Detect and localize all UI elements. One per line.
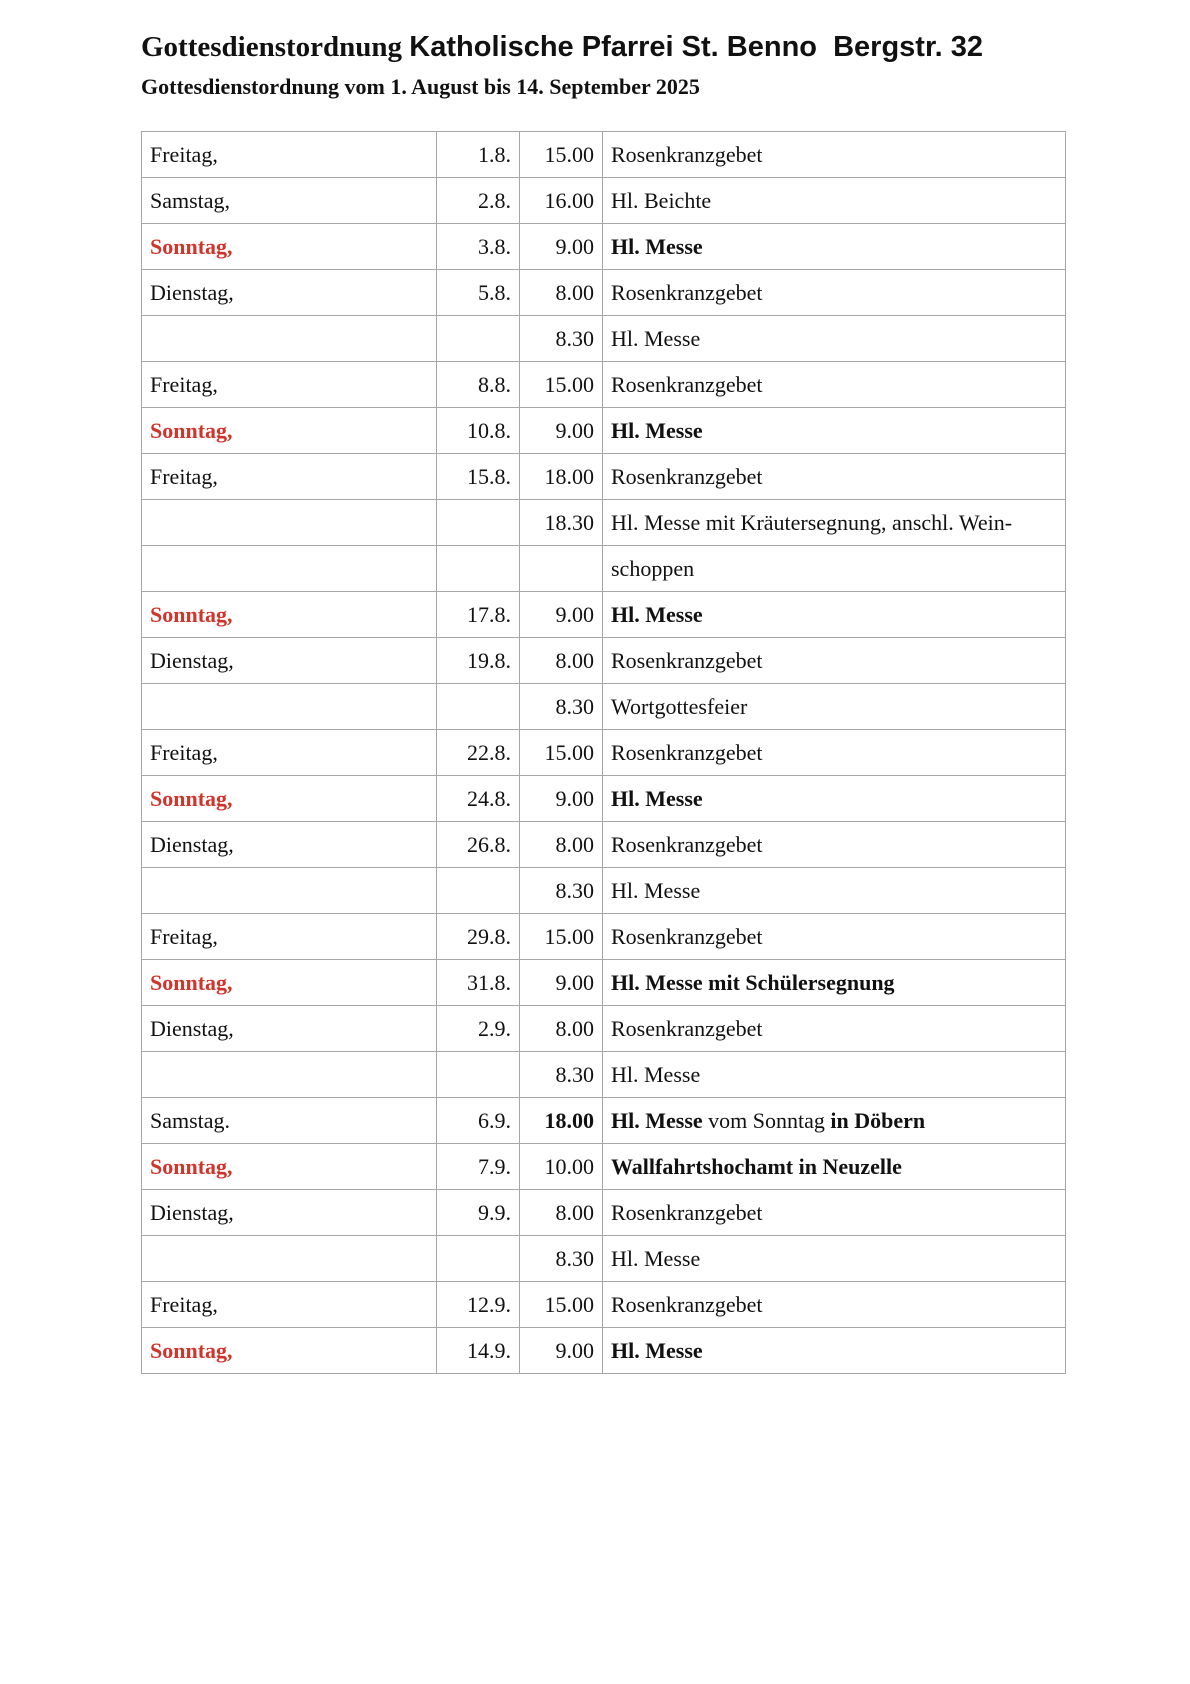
time-cell: 18.30: [520, 500, 603, 546]
event-text: schoppen: [611, 555, 695, 581]
event-text: Rosenkranzgebet: [611, 923, 763, 949]
date-cell: 17.8.: [437, 592, 520, 638]
event-text: Hl. Messe: [611, 1061, 701, 1087]
table-row: [142, 1190, 1066, 1236]
day-cell: Dienstag,: [142, 822, 437, 868]
time-cell: 8.00: [520, 1190, 603, 1236]
date-cell: 14.9.: [437, 1328, 520, 1374]
day-cell: Freitag,: [142, 1282, 437, 1328]
event-cell: [603, 776, 1066, 822]
table-row: [142, 776, 1066, 822]
day-cell: Freitag,: [142, 914, 437, 960]
table-row: [142, 454, 1066, 500]
time-cell: 8.30: [520, 1052, 603, 1098]
time-cell: 15.00: [520, 1282, 603, 1328]
event-cell: [603, 1236, 1066, 1282]
date-cell: 9.9.: [437, 1190, 520, 1236]
time-cell: 8.30: [520, 1236, 603, 1282]
day-cell: Dienstag,: [142, 1006, 437, 1052]
table-row: [142, 224, 1066, 270]
schedule-table-body: [142, 132, 1066, 1374]
event-cell: [603, 500, 1066, 546]
table-row: [142, 730, 1066, 776]
day-cell: Freitag,: [142, 132, 437, 178]
event-text: Hl. Messe: [611, 601, 703, 627]
event-cell: [603, 270, 1066, 316]
table-row: [142, 270, 1066, 316]
time-cell: 9.00: [520, 408, 603, 454]
event-text: Wortgottesfeier: [611, 693, 748, 719]
date-cell: 19.8.: [437, 638, 520, 684]
event-text: Rosenkranzgebet: [611, 1015, 763, 1041]
event-text: Rosenkranzgebet: [611, 647, 763, 673]
time-cell: 10.00: [520, 1144, 603, 1190]
table-row: [142, 178, 1066, 224]
event-text: Rosenkranzgebet: [611, 1291, 763, 1317]
page-title: [141, 30, 983, 64]
event-text: Hl. Messe: [611, 1245, 701, 1271]
day-cell: Sonntag,: [142, 1144, 437, 1190]
event-text: Hl. Messe mit Schülersegnung: [611, 969, 895, 995]
event-cell: [603, 362, 1066, 408]
time-cell: 18.00: [520, 1098, 603, 1144]
event-cell: [603, 868, 1066, 914]
time-cell: 9.00: [520, 1328, 603, 1374]
time-cell: 8.30: [520, 684, 603, 730]
schedule-table: [141, 131, 1066, 1374]
time-cell: 8.30: [520, 316, 603, 362]
table-row: [142, 1006, 1066, 1052]
page-subtitle: Gottesdienstordnung vom 1. August bis 14. September 2025: [141, 74, 700, 99]
table-row: [142, 1144, 1066, 1190]
event-text: Hl. Beichte: [611, 187, 712, 213]
event-text: Rosenkranzgebet: [611, 371, 763, 397]
time-cell: 15.00: [520, 914, 603, 960]
time-cell: 8.30: [520, 868, 603, 914]
day-cell: Dienstag,: [142, 1190, 437, 1236]
table-row: [142, 500, 1066, 546]
event-cell: [603, 592, 1066, 638]
table-row: [142, 914, 1066, 960]
table-row: [142, 546, 1066, 592]
date-cell: 8.8.: [437, 362, 520, 408]
day-cell: Sonntag,: [142, 592, 437, 638]
event-text: in Döbern: [830, 1107, 926, 1133]
event-cell: [603, 1098, 1066, 1144]
date-cell: 12.9.: [437, 1282, 520, 1328]
date-cell: 2.9.: [437, 1006, 520, 1052]
event-cell: [603, 1328, 1066, 1374]
event-text: Hl. Messe: [611, 1337, 703, 1363]
time-cell: 9.00: [520, 776, 603, 822]
event-text: Rosenkranzgebet: [611, 141, 763, 167]
date-cell: 6.9.: [437, 1098, 520, 1144]
date-cell: 15.8.: [437, 454, 520, 500]
event-cell: [603, 178, 1066, 224]
event-cell: [603, 408, 1066, 454]
date-cell: 2.8.: [437, 178, 520, 224]
date-cell: 24.8.: [437, 776, 520, 822]
day-cell: Sonntag,: [142, 1328, 437, 1374]
day-cell: Samstag.: [142, 1098, 437, 1144]
event-text: Hl. Messe: [611, 877, 701, 903]
time-cell: 8.00: [520, 822, 603, 868]
event-cell: [603, 638, 1066, 684]
event-cell: [603, 684, 1066, 730]
date-cell: [437, 1052, 520, 1098]
event-text: Rosenkranzgebet: [611, 831, 763, 857]
day-cell: Sonntag,: [142, 408, 437, 454]
event-cell: [603, 316, 1066, 362]
time-cell: 9.00: [520, 224, 603, 270]
date-cell: [437, 1236, 520, 1282]
day-cell: Sonntag,: [142, 776, 437, 822]
event-text: Hl. Messe: [611, 325, 701, 351]
date-cell: 10.8.: [437, 408, 520, 454]
page-title-part2: Katholische Pfarrei St. Benno Bergstr. 32: [409, 31, 984, 63]
event-cell: [603, 1190, 1066, 1236]
date-cell: [437, 500, 520, 546]
date-cell: 26.8.: [437, 822, 520, 868]
time-cell: 15.00: [520, 730, 603, 776]
event-text: Hl. Messe: [611, 1107, 703, 1133]
day-cell: Freitag,: [142, 454, 437, 500]
table-row: [142, 132, 1066, 178]
table-row: [142, 1236, 1066, 1282]
event-text: Hl. Messe: [611, 417, 703, 443]
day-cell: Sonntag,: [142, 224, 437, 270]
time-cell: 15.00: [520, 362, 603, 408]
event-cell: [603, 1006, 1066, 1052]
event-cell: [603, 132, 1066, 178]
date-cell: 29.8.: [437, 914, 520, 960]
day-cell: [142, 684, 437, 730]
event-text: Rosenkranzgebet: [611, 1199, 763, 1225]
day-cell: Freitag,: [142, 730, 437, 776]
event-cell: [603, 454, 1066, 500]
table-row: [142, 1052, 1066, 1098]
table-row: [142, 868, 1066, 914]
day-cell: [142, 500, 437, 546]
date-cell: 31.8.: [437, 960, 520, 1006]
event-text: Wallfahrtshochamt in Neuzelle: [611, 1153, 902, 1179]
event-cell: [603, 224, 1066, 270]
event-cell: [603, 1052, 1066, 1098]
event-text: vom Sonntag: [702, 1107, 831, 1133]
event-cell: [603, 730, 1066, 776]
date-cell: [437, 684, 520, 730]
event-cell: [603, 960, 1066, 1006]
date-cell: 1.8.: [437, 132, 520, 178]
event-cell: [603, 914, 1066, 960]
event-cell: [603, 546, 1066, 592]
table-row: [142, 684, 1066, 730]
time-cell: [520, 546, 603, 592]
event-text: Rosenkranzgebet: [611, 463, 763, 489]
event-text: Hl. Messe mit Kräutersegnung, anschl. Wein-: [611, 509, 1013, 535]
time-cell: 8.00: [520, 270, 603, 316]
time-cell: 18.00: [520, 454, 603, 500]
day-cell: Samstag,: [142, 178, 437, 224]
table-row: [142, 960, 1066, 1006]
day-cell: [142, 546, 437, 592]
event-cell: [603, 1282, 1066, 1328]
time-cell: 8.00: [520, 638, 603, 684]
time-cell: 8.00: [520, 1006, 603, 1052]
table-row: [142, 362, 1066, 408]
date-cell: 3.8.: [437, 224, 520, 270]
table-row: [142, 1098, 1066, 1144]
date-cell: [437, 546, 520, 592]
day-cell: [142, 1052, 437, 1098]
time-cell: 9.00: [520, 960, 603, 1006]
date-cell: [437, 316, 520, 362]
day-cell: Dienstag,: [142, 270, 437, 316]
event-text: Rosenkranzgebet: [611, 739, 763, 765]
table-row: [142, 638, 1066, 684]
table-row: [142, 1282, 1066, 1328]
table-row: [142, 408, 1066, 454]
table-row: [142, 592, 1066, 638]
event-text: Rosenkranzgebet: [611, 279, 763, 305]
table-row: [142, 316, 1066, 362]
day-cell: [142, 868, 437, 914]
time-cell: 15.00: [520, 132, 603, 178]
day-cell: [142, 1236, 437, 1282]
day-cell: Freitag,: [142, 362, 437, 408]
day-cell: Sonntag,: [142, 960, 437, 1006]
date-cell: 7.9.: [437, 1144, 520, 1190]
event-cell: [603, 822, 1066, 868]
table-row: [142, 1328, 1066, 1374]
date-cell: 5.8.: [437, 270, 520, 316]
day-cell: [142, 316, 437, 362]
table-row: [142, 822, 1066, 868]
event-text: Hl. Messe: [611, 233, 703, 259]
page-title-part1: Gottesdienstordnung: [141, 31, 403, 63]
day-cell: Dienstag,: [142, 638, 437, 684]
time-cell: 16.00: [520, 178, 603, 224]
event-text: Hl. Messe: [611, 785, 703, 811]
date-cell: 22.8.: [437, 730, 520, 776]
date-cell: [437, 868, 520, 914]
time-cell: 9.00: [520, 592, 603, 638]
event-cell: [603, 1144, 1066, 1190]
